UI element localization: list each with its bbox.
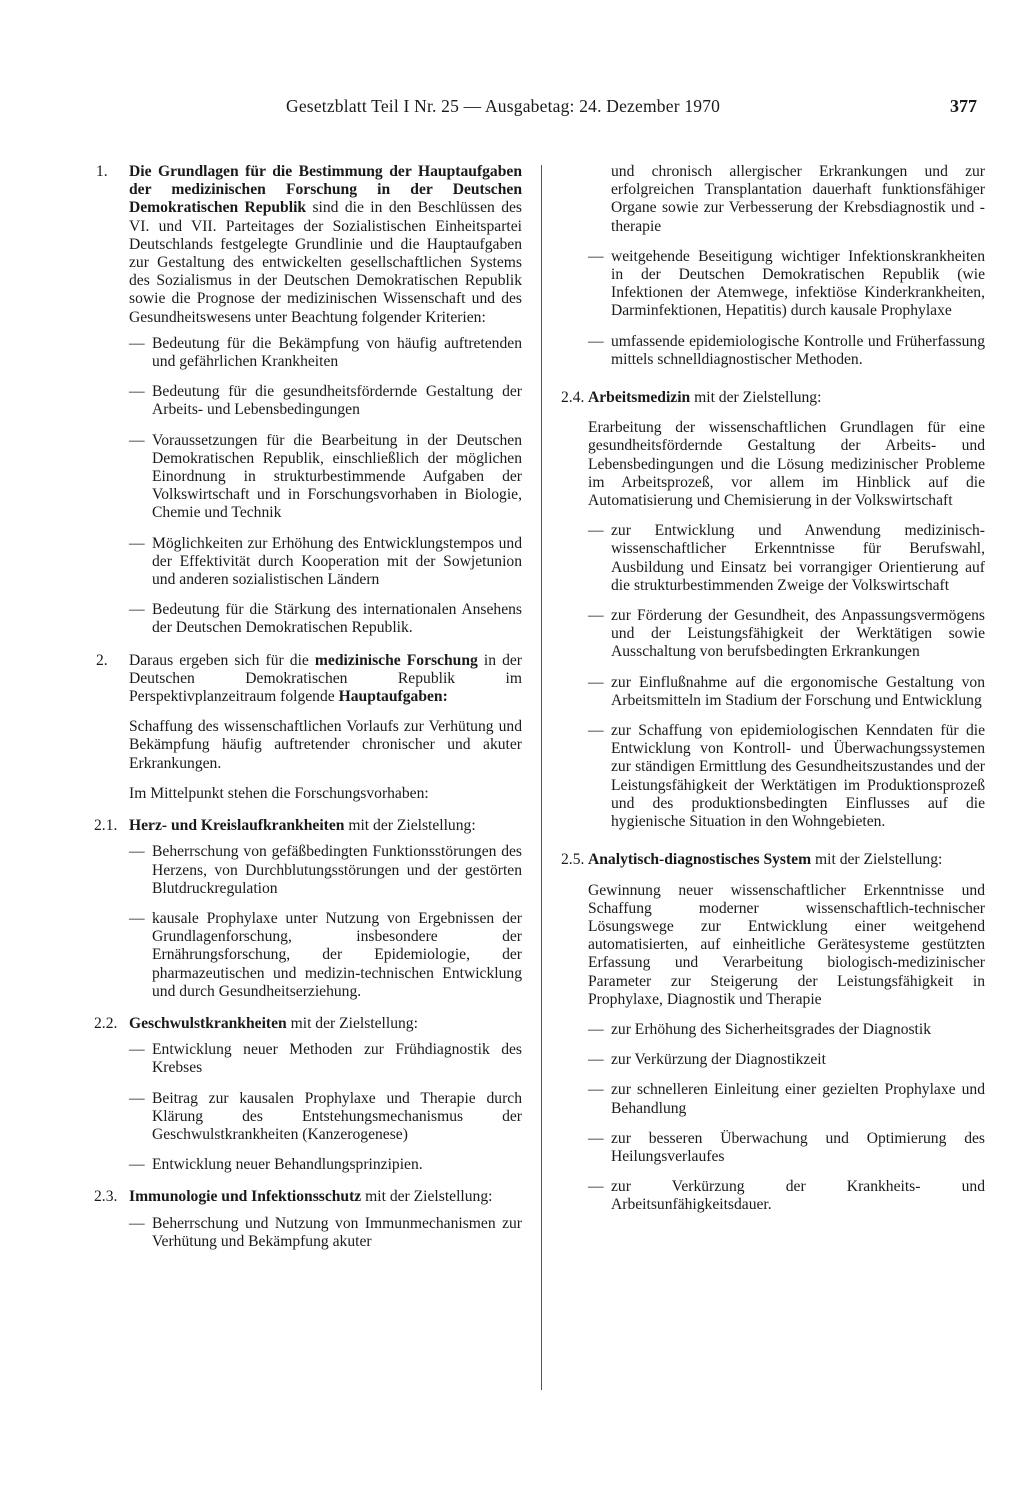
list-item: — Bedeutung für die Stärkung des internationalen Ansehens der Deutschen Demokratischen Republik. [129,601,522,637]
list-item: — zur Erhöhung des Sicherheitsgrades der Diagnostik [588,1021,985,1039]
section-number: 1. [96,163,108,180]
section-2-5 [561,851,985,1214]
section-2-2-title [129,1015,522,1033]
paragraph: Schaffung des wissenschaftlichen Vorlaufs zur Verhütung und Bekämpfung häufig auftretender chronischer und akuter Erkrankungen. [129,718,522,772]
list-item: — zur Verkürzung der Diagnostikzeit [588,1051,985,1069]
list-item: — Voraussetzungen für die Bearbeitung in der Deutschen Demokratischen Republik, einschließlich der möglichen Einordnung in strukturbestimmende Aufgaben der Volkswirtschaft und in Forschungsvorhaben in Biologie, Chemie und Technik [129,432,522,523]
section-heading: Analytisch-diagnostisches System [588,851,812,869]
list-item: — zur Förderung der Gesundheit, des Anpassungsvermögens und der Leistungsfähigkeit der Werktätigen sowie Ausschaltung von berufsbedingten Erkrankungen [588,607,985,662]
list-item: — Entwicklung neuer Methoden zur Frühdiagnostik des Krebses [129,1041,522,1077]
column-divider [541,165,542,1390]
text-run: mit der Zielstellung: [361,1188,493,1206]
section-2-1 [96,817,522,1001]
section-2-3 [96,1188,522,1251]
right-column [561,163,985,1229]
section-number: 2.1. [94,817,118,835]
paragraph: Erarbeitung der wissenschaftlichen Grundlagen für eine gesundheitsfördernde Gestaltung der Arbeits- und Lebensbedingungen und die Lösung medizinischer Probleme im Arbeitsprozeß, vor allem im Hinblick auf die Automatisierung und Chemisierung in der Volkswirtschaft [588,419,985,510]
section-2-4 [561,389,985,831]
goal-list [129,1041,522,1174]
bold-run: medizinische Forschung [314,651,478,669]
section-heading: Geschwulstkrankheiten [129,1014,287,1032]
text-run: Daraus ergeben sich für die [129,651,315,669]
section-1-heading: Die Grundlagen für die Bestimmung der Hauptaufgaben der medizinischen Forschung in der Deutschen Demokratischen Republik [129,163,522,217]
list-item: — Bedeutung für die gesundheitsfördernde Gestaltung der Arbeits- und Lebensbedingungen [129,383,522,419]
goal-list [129,1215,522,1251]
section-2 [96,652,522,803]
section-2-3-title [129,1188,522,1206]
section-2-2 [96,1015,522,1174]
continuation-text: und chronisch allergischer Erkrankungen und zur erfolgreichen Transplantation dauerhaft funktionsfähiger Organe sowie zur Verbesserung der Krebsdiagnostik und -therapie [611,163,985,235]
list-item: — zur schnelleren Einleitung einer gezielten Prophylaxe und Behandlung [588,1081,985,1117]
section-1-body: sind die in den Beschlüssen des VI. und VII. Parteitages der Sozialistischen Einheitspartei Deutschlands festgelegte Grundlinie und die Hauptaufgaben zur Gestaltung des entwickelten gesellschaftlichen Systems des Sozialismus in der Deutschen Demokratischen Republik sowie die Prognose der medizinischen Wissenschaft und des Gesundheitswesens unter Beachtung folgender Kriterien: [129,199,522,326]
section-number: 2.2. [94,1014,118,1032]
text-run: mit der Zielstellung: [811,851,943,869]
text-run: mit der Zielstellung: [690,389,822,407]
section-heading: Arbeitsmedizin [588,389,691,407]
section-heading: Immunologie und Infektionsschutz [129,1188,362,1206]
list-item: — zur besseren Überwachung und Optimierung des Heilungsverlaufes [588,1130,985,1166]
section-2-1-title [129,817,522,835]
list-item: — Beherrschung und Nutzung von Immunmechanismen zur Verhütung und Bekämpfung akuter [129,1215,522,1251]
text-run: mit der Zielstellung: [344,817,476,835]
list-item: — Entwicklung neuer Behandlungsprinzipien. [129,1156,522,1174]
list-item: — zur Einflußnahme auf die ergonomische Gestaltung von Arbeitsmitteln im Stadium der Forschung und Entwicklung [588,674,985,710]
list-item: — Beitrag zur kausalen Prophylaxe und Therapie durch Klärung des Entstehungsmechanismus der Geschwulstkrankheiten (Kanzerogenese) [129,1090,522,1145]
list-item: — Bedeutung für die Bekämpfung von häufig auftretenden und gefährlichen Krankheiten [129,335,522,371]
list-item: — zur Verkürzung der Krankheits- und Arbeitsunfähigkeitsdauer. [588,1178,985,1214]
list-item: — kausale Prophylaxe unter Nutzung von Ergebnissen der Grundlagenforschung, insbesondere der Ernährungsforschung, der Epidemiologie, der pharmazeutischen und medizin-technischen Entwicklung und durch Gesundheitserziehung. [129,910,522,1001]
list-item: — umfassende epidemiologische Kontrolle und Früherfassung mittels schnelldiagnostischer Methoden. [588,333,985,369]
criteria-list [129,335,522,638]
section-number: 2.5. [561,851,585,869]
paragraph: Gewinnung neuer wissenschaftlicher Erkenntnisse und Schaffung moderner wissenschaftlich-technischer Lösungswege zur Entwicklung einer weitgehend automatisierten, auf einheitliche Gerätesysteme gestützten Erfassung und Verarbeitung biologisch-medizinischer Parameter zur Steigerung der Leistungsfähigkeit in Prophylaxe, Diagnostik und Therapie [588,881,985,1008]
section-heading: Herz- und Kreislaufkrankheiten [129,817,345,835]
page-number: 377 [950,96,977,116]
list-item: — zur Entwicklung und Anwendung medizinisch-wissenschaftlicher Erkenntnisse für Berufswahl, Ausbildung und Einsatz bei vorrangiger Orientierung auf die strukturbestimmenden Zweige der Volkswirtschaft [588,522,985,595]
paragraph: Im Mittelpunkt stehen die Forschungsvorhaben: [129,784,429,802]
section-1 [96,163,522,638]
list-item: — Möglichkeiten zur Erhöhung des Entwicklungstempos und der Effektivität durch Kooperation mit der Sowjetunion und anderen sozialistischen Ländern [129,535,522,590]
list-item: — zur Schaffung von epidemiologischen Kenndaten für die Entwicklung von Kontroll- und Überwachungssystemen zur ständigen Ermittlung des Gesundheitszustandes und der Leistungsfähigkeit der Werktätigen im Produktionsprozeß und des produktionsbedingten Einflusses auf die hygienische Situation in den Wohngebieten. [588,722,985,831]
section-2-4-title [588,389,985,407]
section-number: 2.3. [94,1188,118,1206]
section-2-5-title [588,851,985,869]
goal-list [129,843,522,1001]
section-2-text [129,652,522,707]
section-number: 2. [96,651,108,669]
list-item: — weitgehende Beseitigung wichtiger Infektionskrankheiten in der Deutschen Demokratischen Republik (wie Infektionen der Atemwege, infektiöse Kinderkrankheiten, Darminfektionen, Hepatitis) durch kausale Prophylaxe [588,248,985,321]
bold-run: Hauptaufgaben: [338,688,448,706]
section-1-text [129,163,522,327]
page-header [0,96,1024,126]
list-item: — Beherrschung von gefäßbedingten Funktionsstörungen des Herzens, von Durchblutungsstörungen und der gestörten Blutdruckregulation [129,843,522,898]
left-column [96,163,522,1265]
header-title: Gesetzblatt Teil I Nr. 25 — Ausgabetag: 24. Dezember 1970 [286,96,721,116]
text-run: mit der Zielstellung: [286,1014,418,1032]
text-run: in der Deutschen Demokratischen Republik im Perspektivplanzeitraum folgende [129,651,522,706]
section-number: 2.4. [561,389,585,407]
